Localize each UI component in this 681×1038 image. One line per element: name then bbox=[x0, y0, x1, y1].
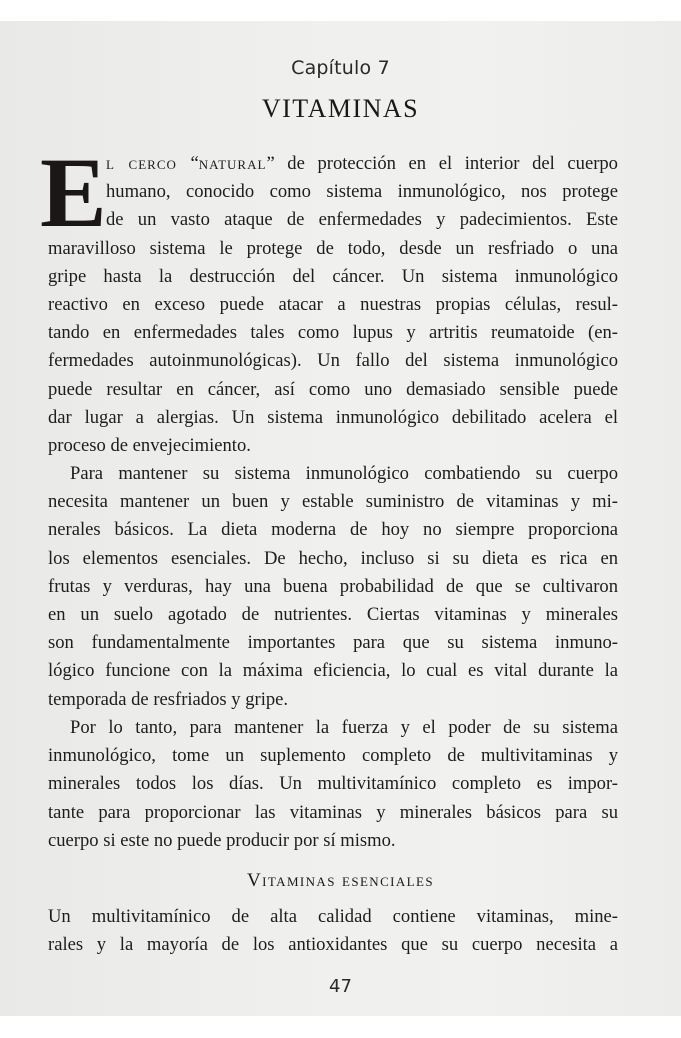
text-line: minerales todos los días. Un multivitamínico completo es impor- bbox=[48, 773, 618, 795]
text-line: maravilloso sistema le protege de todo, desde un resfriado o una bbox=[48, 237, 618, 259]
text-line: nerales básicos. La dieta moderna de hoy no siempre proporciona bbox=[48, 519, 618, 541]
text-line: reactivo en exceso puede atacar a nuestras propias células, resul- bbox=[48, 293, 618, 315]
text-line: gripe hasta la destrucción del cáncer. Un sistema inmunológico bbox=[48, 265, 618, 287]
paragraph-3 bbox=[48, 714, 618, 855]
text-line: proceso de envejecimiento. bbox=[48, 434, 251, 456]
text-line bbox=[48, 150, 618, 178]
text-line: humano, conocido como sistema inmunológico, nos protege bbox=[106, 181, 618, 203]
text-line: los elementos esenciales. De hecho, incluso si su dieta es rica en bbox=[48, 547, 618, 569]
text-line: fermedades autoinmunológicas). Un fallo del sistema inmunológico bbox=[48, 350, 618, 372]
text-line: Por lo tanto, para mantener la fuerza y el poder de su sistema bbox=[70, 717, 618, 738]
quote-open: “ bbox=[190, 153, 199, 174]
text-line: tante para proporcionar las vitaminas y minerales básicos para su bbox=[48, 801, 618, 823]
chapter-label: Capítulo 7 bbox=[291, 57, 390, 79]
lead-in-natural: natural bbox=[198, 153, 267, 174]
text-line: puede resultar en cáncer, así como uno demasiado sensible puede bbox=[48, 378, 618, 400]
text-line: son fundamentalmente importantes para que su sistema inmuno- bbox=[48, 632, 618, 654]
book-page bbox=[0, 21, 681, 1016]
text-line: de un vasto ataque de enfermedades y padecimientos. Este bbox=[106, 209, 618, 231]
section-paragraph bbox=[48, 903, 618, 959]
paragraph-1 bbox=[40, 137, 618, 460]
drop-cap: E bbox=[40, 137, 107, 248]
text-line: frutas y verduras, hay una buena probabilidad de que se cultivaron bbox=[48, 575, 618, 597]
text-line: cuerpo si este no puede producir por sí mismo. bbox=[48, 829, 396, 851]
quote-close: ” bbox=[266, 153, 275, 174]
text-line: inmunológico, tome un suplemento completo de multivitaminas y bbox=[48, 745, 618, 767]
chapter-title: VITAMINAS bbox=[261, 94, 420, 123]
text-line: lógico funcione con la máxima eficiencia, lo cual es vital durante la bbox=[48, 660, 618, 682]
text-line: temporada de resfriados y gripe. bbox=[48, 688, 289, 710]
lead-in-smallcaps: l cerco bbox=[106, 153, 191, 174]
text-line: en un suelo agotado de nutrientes. Ciertas vitaminas y minerales bbox=[48, 603, 618, 625]
paragraph-2 bbox=[48, 460, 618, 714]
text-line: rales y la mayoría de los antioxidantes que su cuerpo necesita a bbox=[48, 934, 618, 956]
text-line: Un multivitamínico de alta calidad contiene vitaminas, mine- bbox=[48, 906, 618, 927]
text-line: dar lugar a alergias. Un sistema inmunológico debilitado acelera el bbox=[48, 406, 618, 428]
section-heading: Vitaminas esenciales bbox=[247, 870, 434, 891]
page-number: 47 bbox=[329, 976, 352, 997]
line-text: de protección en el interior del cuerpo bbox=[274, 153, 618, 174]
text-line: necesita mantener un buen y estable suministro de vitaminas y mi- bbox=[48, 491, 618, 513]
text-line: tando en enfermedades tales como lupus y artritis reumatoide (en- bbox=[48, 322, 618, 344]
text-line: Para mantener su sistema inmunológico combatiendo su cuerpo bbox=[70, 463, 618, 484]
